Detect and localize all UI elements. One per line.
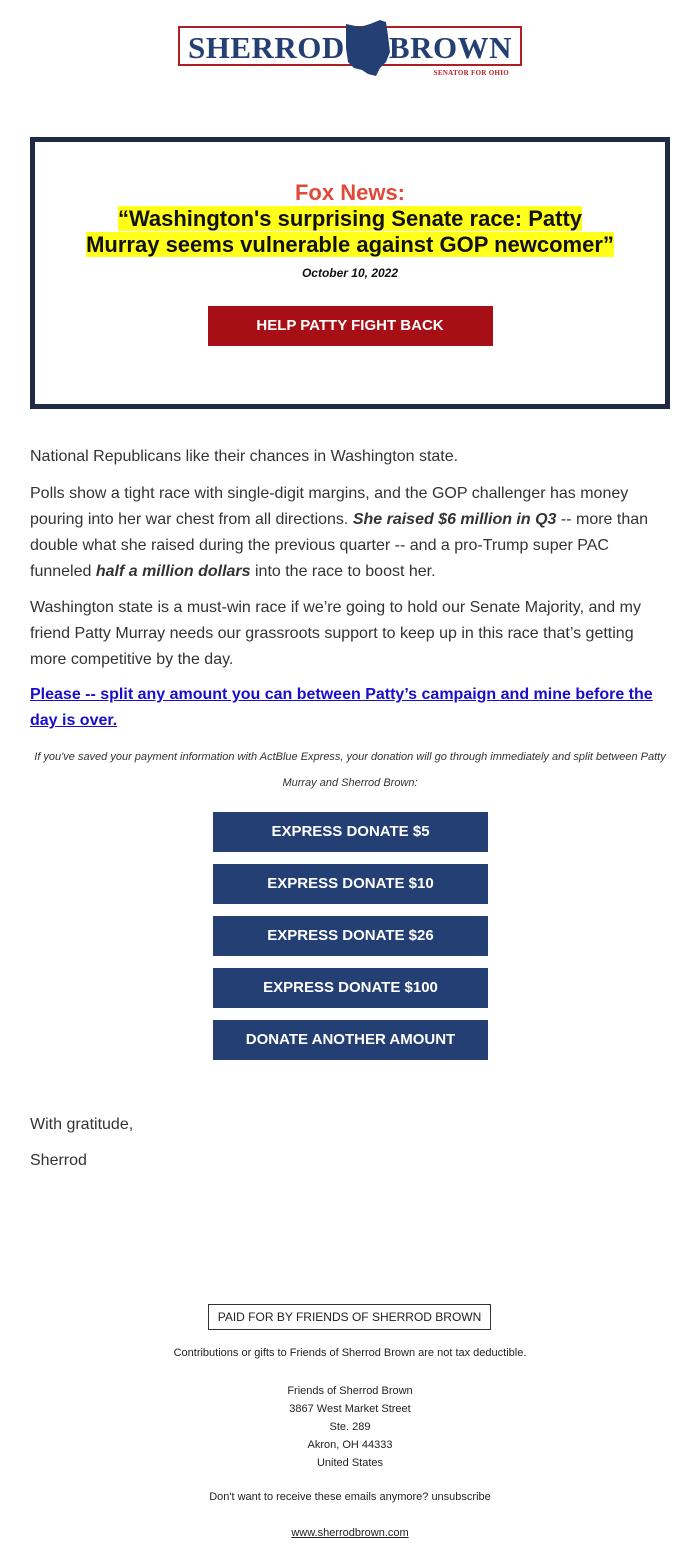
paragraph-2: [30, 481, 670, 585]
address-line: 3867 West Market Street: [289, 1403, 411, 1415]
paragraph-3: [30, 595, 670, 673]
tax-note: Contributions or gifts to Friends of Sherrod Brown are not tax deductible.: [173, 1347, 527, 1359]
hero-box: [30, 137, 670, 409]
address-line: Akron, OH 44333: [307, 1439, 393, 1451]
paragraph-2-text-a: Polls show a tight race with single-digit margins, and the GOP challenger has money pouring into her war chest from all directions.: [30, 485, 629, 528]
unsubscribe-text: Don't want to receive these emails anymore?: [209, 1491, 432, 1503]
paragraph-1-text: National Republicans like their chances in Washington state.: [30, 448, 459, 465]
logo-tagline: SENATOR FOR OHIO: [431, 69, 512, 77]
website-line: [0, 1527, 700, 1539]
address-line: Ste. 289: [329, 1421, 371, 1433]
hero-headline: [80, 206, 620, 258]
actblue-note: If you've saved your payment information with ActBlue Express, your donation will go through immediately and split between Patty Murray and Sherrod Brown:: [34, 751, 666, 789]
address-line: United States: [316, 1457, 384, 1469]
website-link[interactable]: www.sherrodbrown.com: [291, 1527, 409, 1539]
paragraph-2-text-c: -- more than double what she raised during the previous quarter -- and a pro-Trump super PAC funneled: [30, 511, 649, 580]
help-patty-button[interactable]: HELP PATTY FIGHT BACK: [208, 306, 493, 346]
signature-name: Sherrod: [30, 1152, 87, 1169]
split-donation-link[interactable]: Please -- split any amount you can between Patty’s campaign and mine before the day is over.: [30, 686, 653, 729]
paragraph-1: [30, 444, 670, 470]
paragraph-2-text-e: into the race to boost her.: [250, 563, 436, 580]
hero-headline-text: “Washington's surprising Senate race: Patty Murray seems vulnerable against GOP newcomer”: [86, 206, 614, 257]
express-donate-100-button[interactable]: EXPRESS DONATE $100: [213, 968, 488, 1008]
mailing-address: [0, 1382, 700, 1472]
closing-line: With gratitude,: [30, 1116, 134, 1133]
express-donate-10-button[interactable]: EXPRESS DONATE $10: [213, 864, 488, 904]
paragraph-2-emphasis-2: half a million dollars: [95, 563, 251, 580]
express-donate-26-button[interactable]: EXPRESS DONATE $26: [213, 916, 488, 956]
logo-last-name: BROWN: [388, 30, 512, 65]
hero-date: October 10, 2022: [301, 266, 399, 280]
unsubscribe-line: [0, 1491, 700, 1503]
donate-another-amount-button[interactable]: DONATE ANOTHER AMOUNT: [213, 1020, 488, 1060]
ohio-state-icon: [340, 18, 394, 80]
paid-for-disclaimer: PAID FOR BY FRIENDS OF SHERROD BROWN: [208, 1304, 491, 1330]
paragraph-3-text: Washington state is a must-win race if we’re going to hold our Senate Majority, and my friend Patty Murray needs our grassroots support to keep up in this race that’s getting more competitive by the day.: [30, 599, 641, 668]
unsubscribe-link[interactable]: unsubscribe: [431, 1491, 491, 1503]
paragraph-2-emphasis-1: She raised $6 million in Q3: [352, 511, 557, 528]
cta-paragraph: [30, 682, 670, 734]
sherrod-brown-logo: [178, 26, 522, 77]
express-donate-5-button[interactable]: EXPRESS DONATE $5: [213, 812, 488, 852]
hero-source: Fox News:: [294, 180, 406, 205]
address-line: Friends of Sherrod Brown: [287, 1385, 413, 1397]
logo-first-name: SHERROD: [188, 30, 345, 65]
